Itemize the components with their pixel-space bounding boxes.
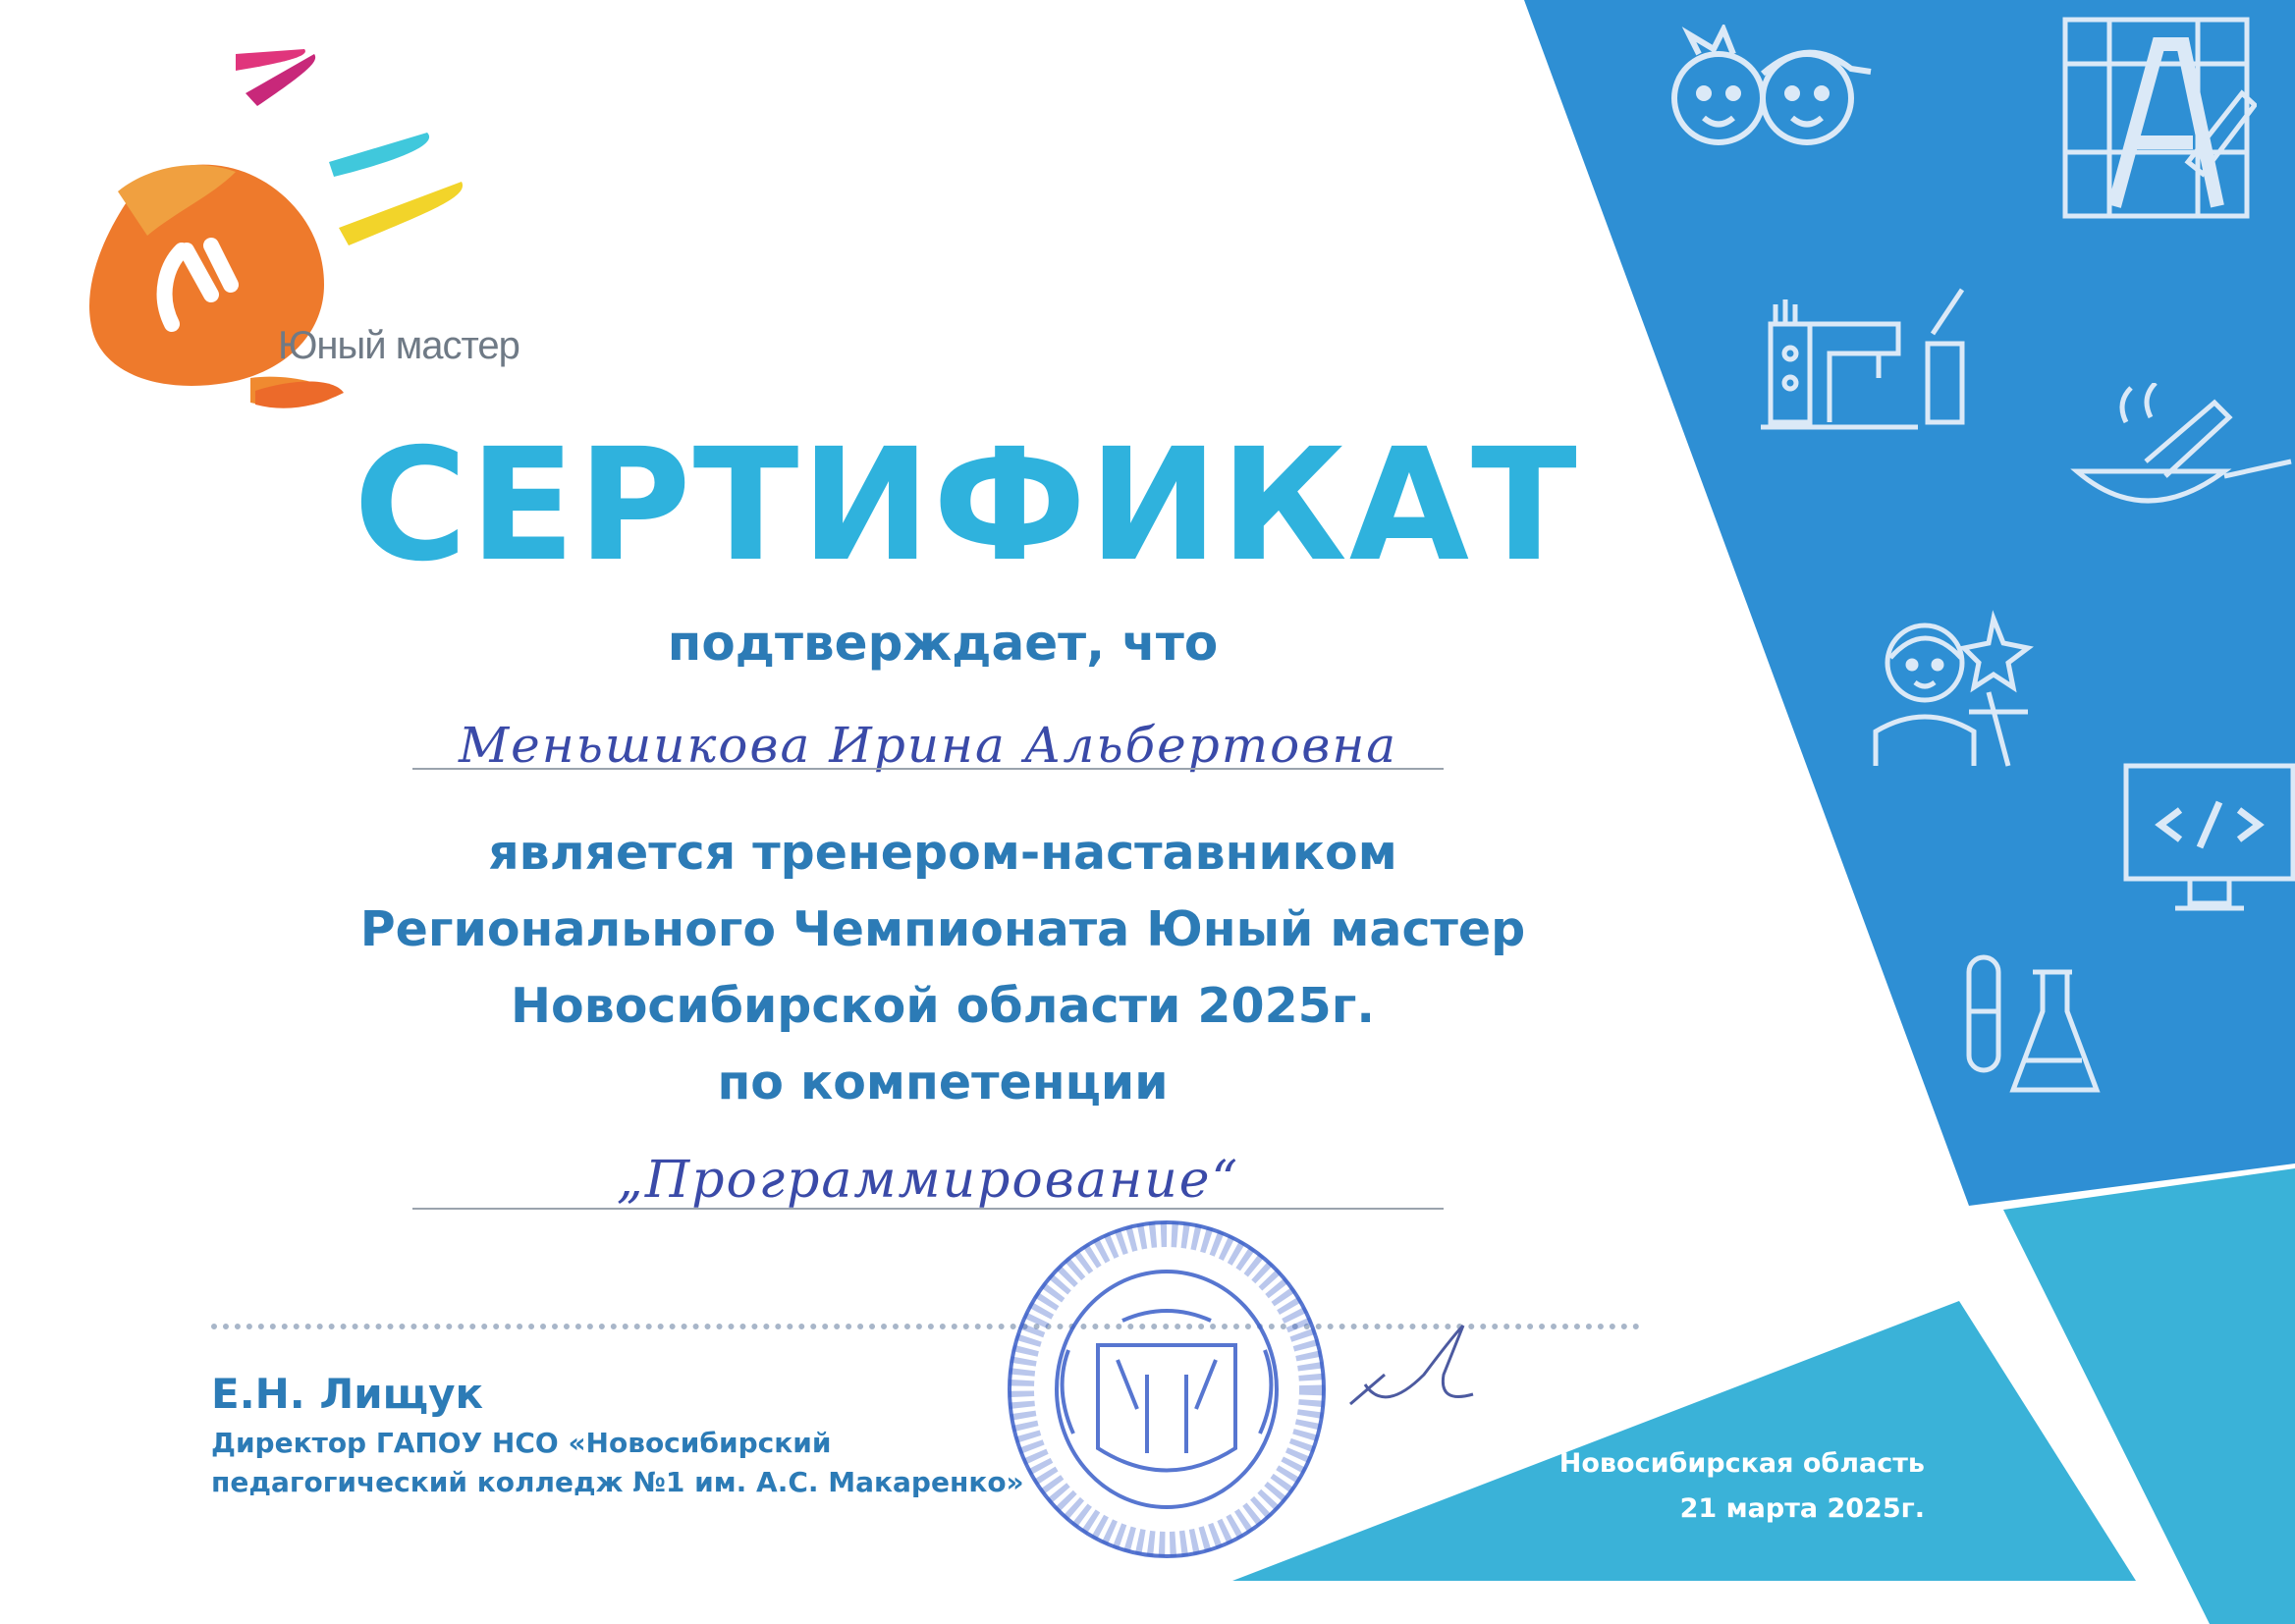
font-letter-pencil-icon [2060, 15, 2257, 221]
official-seal [1000, 1213, 1334, 1566]
code-monitor-icon [2121, 761, 2295, 918]
handwritten-signature [1345, 1316, 1503, 1424]
position-line: Директор ГАПОУ НСО «Новосибирский [211, 1427, 832, 1459]
recipient-underline [412, 768, 1444, 770]
body-line: по компетенции [717, 1055, 1169, 1110]
signatory-name: Е.Н. Лищук [211, 1370, 483, 1418]
competence-handwritten: „Программирование“ [616, 1151, 1240, 1210]
competence-underline [412, 1208, 1444, 1210]
recipient-name-handwritten: Меньшикова Ирина Альбертовна [458, 717, 1398, 774]
lab-flask-icon [1959, 952, 2106, 1100]
florist-icon [1871, 604, 2048, 771]
sewing-machine-icon [1761, 285, 1977, 442]
body-line: Регионального Чемпионата Юный мастер [359, 901, 1526, 957]
frying-pan-icon [2067, 383, 2293, 540]
body-line: является тренером-наставником [488, 825, 1397, 881]
logo-text: Юный мастер [278, 324, 519, 367]
certificate-title: СЕРТИФИКАТ [354, 415, 1579, 596]
children-faces-icon [1660, 25, 1876, 152]
certificate-subtitle: подтверждает, что [667, 615, 1219, 672]
certificate-body [246, 815, 1640, 1121]
signatory-position [211, 1424, 1095, 1502]
footer-date: 21 марта 2025г. [1679, 1493, 1925, 1524]
position-line: педагогический колледж №1 им. А.С. Макаренко» [211, 1466, 1024, 1498]
place-and-date [1503, 1441, 1925, 1532]
body-line: Новосибирской области 2025г. [511, 978, 1375, 1034]
footer-region: Новосибирская область [1558, 1448, 1925, 1479]
